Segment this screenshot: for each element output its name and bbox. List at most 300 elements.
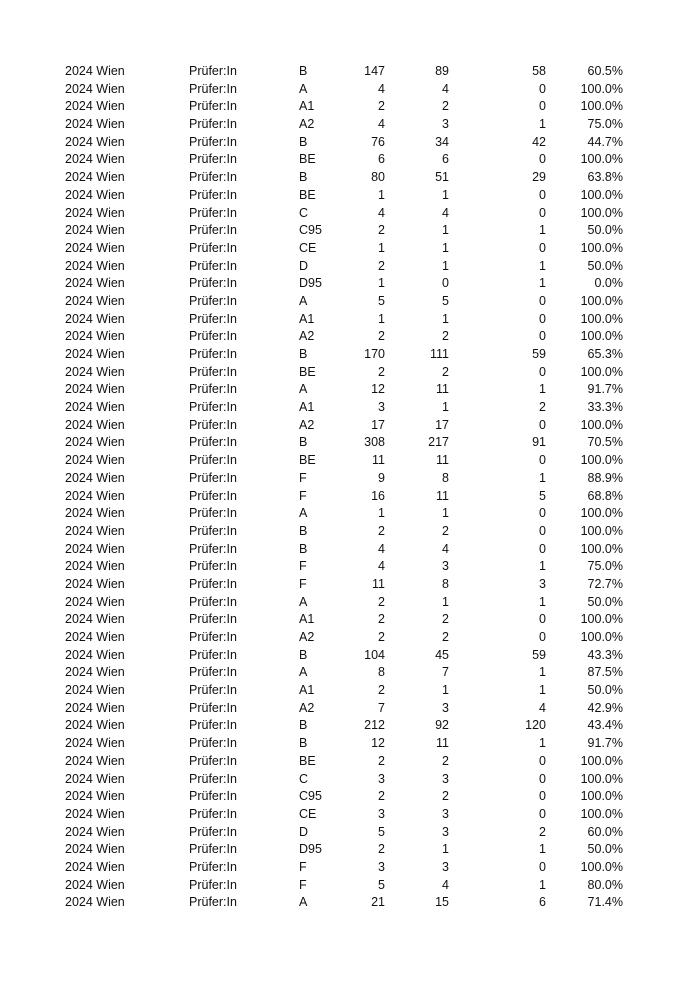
table-row	[65, 541, 625, 559]
passed-count-cell: 8	[442, 470, 449, 485]
license-class-cell: C95	[299, 789, 322, 804]
pass-rate-cell: 50.0%	[587, 842, 623, 857]
pass-rate-cell: 100.0%	[580, 789, 623, 804]
passed-count-cell: 1	[442, 506, 449, 521]
license-class-cell: F	[299, 559, 307, 574]
role-cell: Prüfer:In	[189, 736, 237, 751]
pass-rate-cell: 91.7%	[587, 382, 623, 397]
total-count-cell: 1	[378, 187, 385, 202]
role-cell: Prüfer:In	[189, 824, 237, 839]
license-class-cell: C	[299, 771, 309, 786]
role-cell: Prüfer:In	[189, 877, 237, 892]
table-row	[65, 116, 625, 134]
pass-rate-cell: 44.7%	[587, 134, 623, 149]
failed-count-cell: 1	[539, 842, 546, 857]
year-location-cell: 2024 Wien	[65, 347, 125, 361]
table-row	[65, 523, 625, 541]
total-count-cell: 4	[378, 117, 385, 132]
total-count-cell: 2	[378, 523, 385, 538]
license-class-cell: D95	[299, 842, 322, 857]
role-cell: Prüfer:In	[189, 276, 237, 291]
total-count-cell: 1	[378, 311, 385, 326]
failed-count-cell: 0	[539, 240, 546, 255]
year-location-cell: 2024 Wien	[65, 895, 125, 910]
passed-count-cell: 8	[442, 576, 449, 591]
table-row	[65, 735, 625, 753]
license-class-cell: B	[299, 541, 308, 556]
total-count-cell: 17	[371, 417, 385, 432]
year-location-cell: 2024 Wien	[65, 771, 125, 786]
role-cell: Prüfer:In	[189, 364, 237, 379]
role-cell: Prüfer:In	[189, 134, 237, 149]
total-count-cell: 4	[378, 559, 385, 574]
total-count-cell: 170	[364, 347, 385, 361]
pass-rate-cell: 91.7%	[587, 736, 623, 751]
year-location-cell: 2024 Wien	[65, 417, 125, 432]
role-cell: Prüfer:In	[189, 311, 237, 326]
total-count-cell: 16	[371, 488, 385, 503]
pass-rate-cell: 100.0%	[580, 612, 623, 627]
role-cell: Prüfer:In	[189, 240, 237, 255]
role-cell: Prüfer:In	[189, 488, 237, 503]
year-location-cell: 2024 Wien	[65, 152, 125, 167]
failed-count-cell: 1	[539, 594, 546, 609]
license-class-cell: F	[299, 576, 307, 591]
passed-count-cell: 4	[442, 877, 449, 892]
pass-rate-cell: 63.8%	[587, 170, 623, 185]
pass-rate-cell: 75.0%	[587, 117, 623, 132]
table-row	[65, 187, 625, 205]
failed-count-cell: 5	[539, 488, 546, 503]
license-class-cell: F	[299, 488, 307, 503]
year-location-cell: 2024 Wien	[65, 240, 125, 255]
passed-count-cell: 17	[435, 417, 449, 432]
year-location-cell: 2024 Wien	[65, 170, 125, 185]
license-class-cell: A	[299, 665, 308, 680]
license-class-cell: A	[299, 81, 308, 96]
role-cell: Prüfer:In	[189, 223, 237, 238]
license-class-cell: A1	[299, 612, 315, 627]
passed-count-cell: 217	[428, 435, 449, 450]
passed-count-cell: 89	[435, 64, 449, 78]
role-cell: Prüfer:In	[189, 205, 237, 220]
failed-count-cell: 0	[539, 152, 546, 167]
year-location-cell: 2024 Wien	[65, 859, 125, 874]
passed-count-cell: 7	[442, 665, 449, 680]
year-location-cell: 2024 Wien	[65, 400, 125, 415]
table-row	[65, 205, 625, 223]
total-count-cell: 2	[378, 223, 385, 238]
total-count-cell: 9	[378, 470, 385, 485]
passed-count-cell: 2	[442, 630, 449, 644]
role-cell: Prüfer:In	[189, 329, 237, 344]
role-cell: Prüfer:In	[189, 81, 237, 96]
table-row	[65, 806, 625, 824]
passed-count-cell: 1	[442, 594, 449, 609]
year-location-cell: 2024 Wien	[65, 665, 125, 680]
license-class-cell: B	[299, 523, 308, 538]
year-location-cell: 2024 Wien	[65, 683, 125, 698]
passed-count-cell: 11	[436, 488, 449, 503]
license-class-cell: C	[299, 205, 309, 220]
total-count-cell: 7	[378, 700, 385, 715]
failed-count-cell: 0	[539, 187, 546, 202]
failed-count-cell: 59	[532, 347, 546, 361]
failed-count-cell: 0	[539, 81, 546, 96]
license-class-cell: BE	[299, 152, 316, 167]
failed-count-cell: 0	[539, 771, 546, 786]
pass-rate-cell: 100.0%	[580, 417, 623, 432]
total-count-cell: 308	[364, 435, 385, 450]
pass-rate-cell: 100.0%	[580, 523, 623, 538]
failed-count-cell: 1	[539, 258, 546, 273]
table-row	[65, 275, 625, 293]
role-cell: Prüfer:In	[189, 753, 237, 768]
total-count-cell: 5	[378, 293, 385, 308]
year-location-cell: 2024 Wien	[65, 753, 125, 768]
license-class-cell: A	[299, 594, 308, 609]
year-location-cell: 2024 Wien	[65, 506, 125, 521]
year-location-cell: 2024 Wien	[65, 824, 125, 839]
license-class-cell: B	[299, 647, 308, 662]
passed-count-cell: 6	[442, 152, 449, 167]
failed-count-cell: 91	[532, 435, 546, 450]
role-cell: Prüfer:In	[189, 806, 237, 821]
total-count-cell: 2	[378, 258, 385, 273]
total-count-cell: 4	[378, 81, 385, 96]
year-location-cell: 2024 Wien	[65, 842, 125, 857]
failed-count-cell: 0	[539, 506, 546, 521]
passed-count-cell: 3	[442, 859, 449, 874]
total-count-cell: 8	[378, 665, 385, 680]
total-count-cell: 21	[371, 895, 385, 910]
year-location-cell: 2024 Wien	[65, 541, 125, 556]
year-location-cell: 2024 Wien	[65, 488, 125, 503]
role-cell: Prüfer:In	[189, 293, 237, 308]
year-location-cell: 2024 Wien	[65, 117, 125, 132]
table-row	[65, 63, 625, 81]
license-class-cell: B	[299, 718, 308, 733]
table-row	[65, 381, 625, 399]
pass-rate-cell: 100.0%	[580, 630, 623, 644]
failed-count-cell: 0	[539, 205, 546, 220]
table-row	[65, 576, 625, 594]
failed-count-cell: 0	[539, 753, 546, 768]
role-cell: Prüfer:In	[189, 559, 237, 574]
passed-count-cell: 3	[442, 824, 449, 839]
pass-rate-cell: 0.0%	[594, 276, 623, 291]
pass-rate-cell: 100.0%	[580, 81, 623, 96]
table-row	[65, 81, 625, 99]
failed-count-cell: 1	[539, 736, 546, 751]
failed-count-cell: 42	[532, 134, 546, 149]
failed-count-cell: 1	[539, 559, 546, 574]
failed-count-cell: 1	[539, 223, 546, 238]
total-count-cell: 1	[378, 276, 385, 291]
failed-count-cell: 2	[539, 400, 546, 415]
passed-count-cell: 0	[442, 276, 449, 291]
passed-count-cell: 2	[442, 612, 449, 627]
license-class-cell: BE	[299, 187, 316, 202]
license-class-cell: BE	[299, 453, 316, 468]
failed-count-cell: 0	[539, 612, 546, 627]
failed-count-cell: 4	[539, 700, 546, 715]
role-cell: Prüfer:In	[189, 506, 237, 521]
pass-rate-cell: 68.8%	[587, 488, 623, 503]
year-location-cell: 2024 Wien	[65, 789, 125, 804]
year-location-cell: 2024 Wien	[65, 435, 125, 450]
year-location-cell: 2024 Wien	[65, 187, 125, 202]
passed-count-cell: 45	[435, 647, 449, 662]
year-location-cell: 2024 Wien	[65, 470, 125, 485]
table-row	[65, 558, 625, 576]
role-cell: Prüfer:In	[189, 789, 237, 804]
table-row	[65, 311, 625, 329]
table-row	[65, 222, 625, 240]
failed-count-cell: 0	[539, 523, 546, 538]
failed-count-cell: 0	[539, 859, 546, 874]
role-cell: Prüfer:In	[189, 187, 237, 202]
passed-count-cell: 2	[442, 364, 449, 379]
passed-count-cell: 2	[442, 329, 449, 344]
table-row	[65, 417, 625, 435]
year-location-cell: 2024 Wien	[65, 523, 125, 538]
failed-count-cell: 59	[532, 647, 546, 662]
year-location-cell: 2024 Wien	[65, 329, 125, 344]
failed-count-cell: 2	[539, 824, 546, 839]
license-class-cell: CE	[299, 806, 317, 821]
license-class-cell: B	[299, 134, 308, 149]
passed-count-cell: 3	[442, 806, 449, 821]
passed-count-cell: 11	[436, 453, 449, 468]
pass-rate-cell: 60.0%	[587, 824, 623, 839]
pass-rate-cell: 80.0%	[587, 877, 623, 892]
role-cell: Prüfer:In	[189, 117, 237, 132]
role-cell: Prüfer:In	[189, 859, 237, 874]
table-row	[65, 364, 625, 382]
failed-count-cell: 0	[539, 806, 546, 821]
license-class-cell: F	[299, 859, 307, 874]
failed-count-cell: 58	[532, 64, 546, 78]
total-count-cell: 3	[378, 806, 385, 821]
table-row	[65, 293, 625, 311]
pass-rate-cell: 43.3%	[587, 647, 623, 662]
license-class-cell: A2	[299, 700, 315, 715]
table-row	[65, 346, 625, 364]
table-row	[65, 258, 625, 276]
pass-rate-cell: 100.0%	[580, 152, 623, 167]
passed-count-cell: 1	[442, 258, 449, 273]
role-cell: Prüfer:In	[189, 453, 237, 468]
pass-rate-cell: 50.0%	[587, 258, 623, 273]
pass-rate-cell: 87.5%	[587, 665, 623, 680]
year-location-cell: 2024 Wien	[65, 736, 125, 751]
passed-count-cell: 11	[436, 382, 449, 397]
passed-count-cell: 5	[442, 293, 449, 308]
pass-rate-cell: 33.3%	[587, 400, 623, 415]
table-row	[65, 877, 625, 895]
passed-count-cell: 3	[442, 700, 449, 715]
table-row	[65, 647, 625, 665]
license-class-cell: F	[299, 470, 307, 485]
year-location-cell: 2024 Wien	[65, 559, 125, 574]
pass-rate-cell: 100.0%	[580, 753, 623, 768]
role-cell: Prüfer:In	[189, 700, 237, 715]
failed-count-cell: 29	[532, 170, 546, 185]
year-location-cell: 2024 Wien	[65, 223, 125, 238]
failed-count-cell: 0	[539, 364, 546, 379]
passed-count-cell: 1	[442, 187, 449, 202]
failed-count-cell: 1	[539, 665, 546, 680]
license-class-cell: D	[299, 824, 309, 839]
license-class-cell: D95	[299, 276, 322, 291]
year-location-cell: 2024 Wien	[65, 700, 125, 715]
passed-count-cell: 4	[442, 205, 449, 220]
role-cell: Prüfer:In	[189, 541, 237, 556]
failed-count-cell: 0	[539, 311, 546, 326]
table-row	[65, 452, 625, 470]
table-row	[65, 682, 625, 700]
failed-count-cell: 1	[539, 117, 546, 132]
license-class-cell: A2	[299, 417, 315, 432]
failed-count-cell: 1	[539, 470, 546, 485]
total-count-cell: 5	[378, 824, 385, 839]
failed-count-cell: 1	[539, 276, 546, 291]
license-class-cell: A1	[299, 99, 315, 114]
total-count-cell: 3	[378, 859, 385, 874]
pass-rate-cell: 100.0%	[580, 240, 623, 255]
year-location-cell: 2024 Wien	[65, 877, 125, 892]
passed-count-cell: 1	[442, 842, 449, 857]
total-count-cell: 11	[372, 576, 385, 591]
pass-rate-cell: 100.0%	[580, 293, 623, 308]
passed-count-cell: 3	[442, 559, 449, 574]
table-row	[65, 434, 625, 452]
passed-count-cell: 3	[442, 117, 449, 132]
passed-count-cell: 4	[442, 541, 449, 556]
role-cell: Prüfer:In	[189, 523, 237, 538]
license-class-cell: B	[299, 736, 308, 751]
passed-count-cell: 1	[442, 240, 449, 255]
pass-rate-cell: 60.5%	[587, 64, 623, 78]
table-row	[65, 134, 625, 152]
passed-count-cell: 15	[435, 895, 449, 910]
total-count-cell: 212	[364, 718, 385, 733]
pass-rate-cell: 72.7%	[587, 576, 623, 591]
passed-count-cell: 1	[442, 223, 449, 238]
year-location-cell: 2024 Wien	[65, 576, 125, 591]
total-count-cell: 2	[378, 99, 385, 114]
year-location-cell: 2024 Wien	[65, 81, 125, 96]
passed-count-cell: 3	[442, 771, 449, 786]
table-row	[65, 399, 625, 417]
total-count-cell: 4	[378, 205, 385, 220]
year-location-cell: 2024 Wien	[65, 364, 125, 379]
role-cell: Prüfer:In	[189, 435, 237, 450]
table-row	[65, 470, 625, 488]
total-count-cell: 76	[371, 134, 385, 149]
total-count-cell: 2	[378, 364, 385, 379]
total-count-cell: 2	[378, 630, 385, 644]
year-location-cell: 2024 Wien	[65, 311, 125, 326]
role-cell: Prüfer:In	[189, 382, 237, 397]
role-cell: Prüfer:In	[189, 470, 237, 485]
passed-count-cell: 51	[435, 170, 449, 185]
failed-count-cell: 0	[539, 293, 546, 308]
exam-results-table	[65, 63, 625, 912]
license-class-cell: A1	[299, 683, 315, 698]
passed-count-cell: 2	[442, 789, 449, 804]
total-count-cell: 1	[378, 240, 385, 255]
table-row	[65, 98, 625, 116]
license-class-cell: A2	[299, 329, 315, 344]
license-class-cell: A	[299, 382, 308, 397]
license-class-cell: B	[299, 170, 308, 185]
total-count-cell: 5	[378, 877, 385, 892]
failed-count-cell: 3	[539, 576, 546, 591]
role-cell: Prüfer:In	[189, 99, 237, 114]
total-count-cell: 3	[378, 400, 385, 415]
license-class-cell: D	[299, 258, 309, 273]
license-class-cell: BE	[299, 753, 316, 768]
license-class-cell: B	[299, 347, 308, 361]
pass-rate-cell: 71.4%	[587, 895, 623, 910]
year-location-cell: 2024 Wien	[65, 258, 125, 273]
failed-count-cell: 0	[539, 329, 546, 344]
passed-count-cell: 34	[435, 134, 449, 149]
passed-count-cell: 1	[442, 400, 449, 415]
failed-count-cell: 0	[539, 541, 546, 556]
total-count-cell: 147	[364, 64, 385, 78]
license-class-cell: BE	[299, 364, 316, 379]
year-location-cell: 2024 Wien	[65, 382, 125, 397]
pass-rate-cell: 42.9%	[587, 700, 623, 715]
table-row	[65, 629, 625, 647]
pass-rate-cell: 100.0%	[580, 329, 623, 344]
license-class-cell: A2	[299, 630, 315, 644]
year-location-cell: 2024 Wien	[65, 64, 125, 78]
passed-count-cell: 1	[442, 683, 449, 698]
license-class-cell: C95	[299, 223, 322, 238]
table-row	[65, 841, 625, 859]
pass-rate-cell: 100.0%	[580, 453, 623, 468]
role-cell: Prüfer:In	[189, 612, 237, 627]
license-class-cell: B	[299, 435, 308, 450]
pass-rate-cell: 65.3%	[587, 347, 623, 361]
failed-count-cell: 1	[539, 382, 546, 397]
role-cell: Prüfer:In	[189, 576, 237, 591]
role-cell: Prüfer:In	[189, 347, 237, 361]
passed-count-cell: 2	[442, 99, 449, 114]
table-row	[65, 894, 625, 912]
table-row	[65, 151, 625, 169]
table-row	[65, 824, 625, 842]
pass-rate-cell: 100.0%	[580, 859, 623, 874]
passed-count-cell: 11	[436, 736, 449, 751]
total-count-cell: 12	[371, 382, 385, 397]
pass-rate-cell: 100.0%	[580, 364, 623, 379]
total-count-cell: 2	[378, 329, 385, 344]
role-cell: Prüfer:In	[189, 771, 237, 786]
pass-rate-cell: 100.0%	[580, 771, 623, 786]
table-row	[65, 664, 625, 682]
table-row	[65, 505, 625, 523]
role-cell: Prüfer:In	[189, 594, 237, 609]
total-count-cell: 12	[371, 736, 385, 751]
year-location-cell: 2024 Wien	[65, 718, 125, 733]
table-row	[65, 594, 625, 612]
table-row	[65, 328, 625, 346]
